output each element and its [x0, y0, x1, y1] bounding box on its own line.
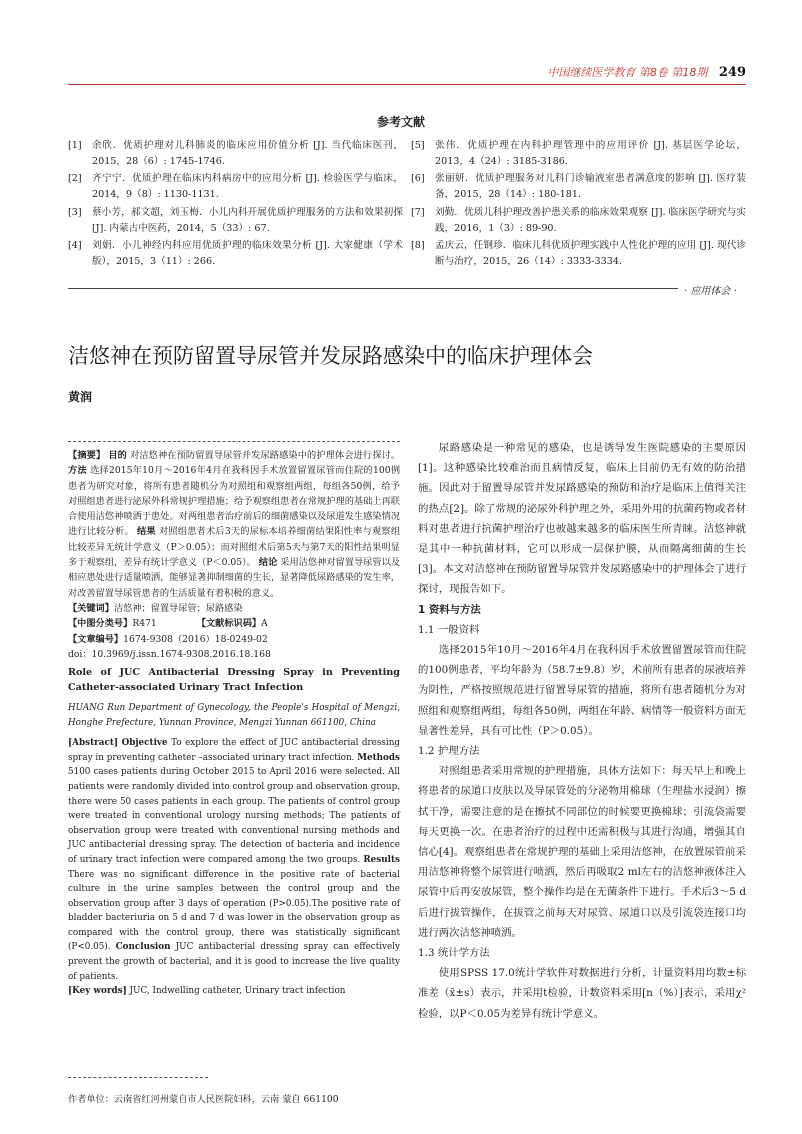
references-title: 参考文献 [376, 115, 425, 129]
header-rule [68, 84, 746, 85]
english-affiliation: HUANG Run Department of Gynecology, the People's Hospital of Mengzi, Honghe Prefecture, Yunnan Province, Mengzi Yunnan 661100, China [68, 703, 400, 728]
body-paragraph: 选择2015年10月～2016年4月在我科因手术放置留置尿管而住院的100例患者，平均年龄为（58.7±9.8）岁，术前所有患者的尿液培养为阴性，严格按照规范进行留置导尿管的措施，将所有患者随机分为对照组和观察组两组，每组各50例，两组在年龄、病情等一般资料方面无显著性差异，具有可比性（P＞0.05）。 [418, 644, 746, 737]
article-title: 洁悠神在预防留置导尿管并发尿路感染中的临床护理体会 [68, 344, 593, 368]
english-title: Role of JUC Antibacterial Dressing Spray in Preventing Catheter-associated Urinary Tract Infection [68, 667, 400, 693]
subsection-heading: 1.2 护理方法 [418, 745, 480, 758]
classification-row: 【中图分类号】R471 【文献标识码】A [68, 618, 268, 630]
abstract-en: [Abstract] Objective To explore the effect of JUC antibacterial dressing spray in preventing catheter –associated urinary tract infection. Methods 5100 cases patients during October 2015 to April 2016 were selected. All patients were randomly divided into control group and observation group, there were 50 cases patients in each group. The patients of control group were treated in conventional urology nursing methods; The patients of observation group were treated with conventional nursing methods and JUC antibacterial dressing spray. The detection of bacteria and incidence of urinary tract infection were compared among the two groups. Results There was no significant difference in the positive rate of bacterial culture in the urine samples between the control group and the observation group after 3 days of operation (P>0.05).The positive rate of bladder bacteriuria on 5 d and 7 d was lower in the observation group as compared with the control group, there was statistically significant (P<0.05). Conclusion JUC antibacterial dressing spray can effectively prevent the growth of bacterial, and it is good to increase the live quality of patients. [68, 738, 401, 982]
doi: doi：10.3969/j.issn.1674-9308.2016.18.168 [68, 648, 271, 660]
reference-item: [6] 张丽妍．优质护理服务对儿科门诊输液室患者满意度的影响 [J]. 医疗装备，2015，28（14）: 180-181. [411, 173, 746, 201]
body-paragraph: 尿路感染是一种常见的感染，也是诱导发生医院感染的主要原因[1]。这种感染比较难治而且病情反复，临床上目前仍无有效的防治措施。因此对于留置导尿管并发尿路感染的预防和治疗是临床上值得关注的热点[2]。除了常规的泌尿外科护理之外，采用外用的抗菌药物或者材料对患者进行抗菌护理治疗也被越来越多的临床医生所青睐。洁悠神就是其中一种抗菌材料，它可以形成一层保护膜，从而隔离细菌的生长[3]。本文对洁悠神在预防留置导尿管并发尿路感染中的护理体会了进行探讨，现报告如下。 [418, 442, 746, 596]
journal-name: 中国继续医学教育 第8卷 第18期 [547, 66, 708, 79]
subsection-heading: 1.3 统计学方法 [418, 947, 490, 960]
reference-item: [4] 刘娟．小儿神经内科应用优质护理的临床效果分析 [J]. 大家健康（学术版），2015，3（11）: 266. [68, 240, 403, 267]
reference-item: [8] 孟庆云，任钢珍．临床儿科优质护理实践中人性化护理的应用 [J]. 现代诊断与治疗，2015，26（14）: 3333-3334. [411, 240, 746, 267]
reference-item: [1] 余欣．优质护理对儿科肺炎的临床应用价值分析 [J]. 当代临床医刊，2015，28（6）: 1745-1746. [68, 140, 403, 167]
section-tag: · 应用体会 · [684, 286, 737, 297]
page-number: 249 [718, 65, 746, 80]
abstract-cn: 【摘要】 目的 对洁悠神在预防留置导尿管并发尿路感染中的护理体会进行探讨。 方法 选择2015年10月～2016年4月在我科因手术放置留置尿管而住院的100例患者为研究对象，将所有患者随机分为对照组和观察组两组，每组各50例，给予对照组患者进行泌尿外科常规护理措施；给予观察组患者在常规护理的基础上再联合使用洁悠神喷洒于患处。对两组患者治疗前后的细菌感染以及尿道发生感染情况进行比较分析。 结果 对照组患者术后3天的尿标本培养细菌结果阳性率与观察组比较差异无统计学意义（P＞0.05）；而对照组术后第5天与第7天的阳性结果明显多于观察组，差异有统计学意义（P＜0.05）。 结论 采用洁悠神对留置导尿管以及相应患处进行适量喷洒，能够显著抑制细菌的生长，显著降低尿路感染的发生率，对改善留置导尿管患者的生活质量有着积极的意义。 [68, 450, 401, 599]
keywords-cn: 【关键词】洁悠神；留置导尿管；尿路感染 [68, 602, 243, 614]
subsection-heading: 1.1 一般资料 [418, 623, 480, 636]
body-column [418, 438, 746, 1024]
running-header [547, 64, 746, 80]
article-number: 【文章编号】1674-9308（2016）18-0249-02 [68, 633, 268, 645]
abstract-bottom-rule [68, 1077, 208, 1078]
article-author: 黄润 [68, 390, 93, 404]
author-affiliation: 作者单位：云南省红河州蒙自市人民医院妇科，云南 蒙自 661100 [68, 1094, 339, 1105]
body-paragraph: 对照组患者采用常规的护理措施，具体方法如下：每天早上和晚上将患者的尿道口皮肤以及导尿管处的分泌物用棉球（生理盐水浸润）擦拭干净，需要注意的是在擦拭不同部位的时候要更换棉球；引流袋需要每天更换一次。在患者治疗的过程中还需积极与其进行沟通，增强其自信心[4]。观察组患者在常规护理的基础上采用洁悠神，在放置尿管前采用洁悠神将整个尿管进行喷洒，然后再吸取2 ml左右的洁悠神液体注入尿管中后再安放尿管，整个操作均是在无菌条件下进行。手术后3～5 d后进行拔管操作，在拔管之前每天对尿管、尿道口以及引流袋连接口均进行两次洁悠神喷洒。 [418, 765, 746, 939]
section-heading: 1 资料与方法 [418, 603, 481, 616]
reference-item: [7] 刘勤．优质儿科护理改善护患关系的临床效果观察 [J]. 临床医学研究与实践，2016，1（3）: 89-90. [411, 206, 746, 234]
reference-item: [2] 齐宁宁．优质护理在临床内科病房中的应用分析 [J]. 检验医学与临床，2014，9（8）: 1130-1131. [68, 173, 403, 201]
reference-item: [3] 蔡小芳，郝文超，刘玉梅．小儿内科开展优质护理服务的方法和效果初探 [J]. 内蒙古中医药，2014，5（33）: 67. [68, 206, 403, 234]
section-rule [68, 288, 678, 289]
body-paragraph: 使用SPSS 17.0统计学软件对数据进行分析，计量资料用均数±标准差（x̄±s）表示，并采用t检验，计数资料采用[n（%）]表示，采用χ²检验，以P＜0.05为差异有统计学意义。 [418, 967, 746, 1020]
abstract-column [68, 448, 400, 999]
abstract-top-rule [68, 441, 400, 442]
reference-item: [5] 张伟．优质护理在内科护理管理中的应用评价 [J]. 基层医学论坛，2013，4（24）: 3185-3186. [411, 140, 746, 167]
keywords-en: [Key words] JUC, Indwelling catheter, Urinary tract infection [68, 986, 346, 997]
references-list [68, 138, 746, 272]
